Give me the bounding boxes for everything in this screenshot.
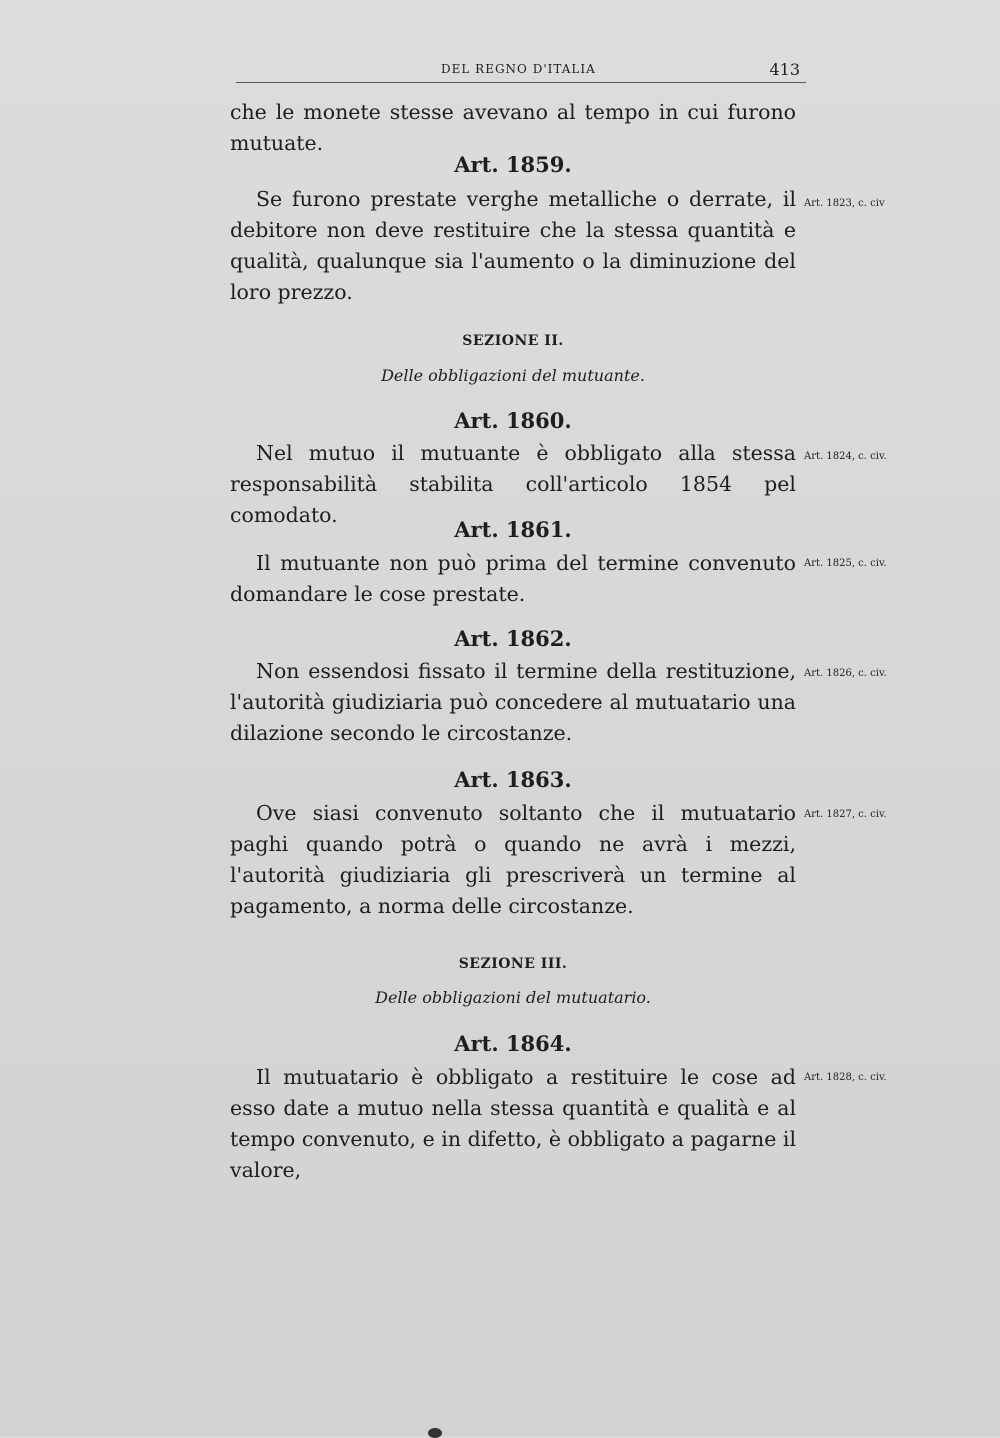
article-heading-1862: Art. 1862.: [454, 626, 572, 651]
paragraph-text: Nel mutuo il mutuante è obbligato alla stessa responsabilità stabilita coll'articolo 1854 pel comodato.: [230, 441, 796, 527]
margin-note-1862: Art. 1826, c. civ.: [804, 668, 887, 679]
article-text-1862: [230, 656, 796, 749]
paragraph-text: che le monete stesse avevano al tempo in cui furono mutuate.: [230, 100, 796, 155]
section-subtitle-2: Delle obbligazioni del mutuante.: [381, 366, 645, 385]
article-text-1859: [230, 184, 796, 308]
margin-note-1859: Art. 1823, c. civ: [804, 198, 885, 209]
article-text-1864: [230, 1062, 796, 1186]
running-title: DEL REGNO D'ITALIA: [441, 62, 596, 76]
article-heading-1860: Art. 1860.: [454, 408, 572, 433]
ink-blot: [428, 1428, 442, 1438]
margin-note-1861: Art. 1825, c. civ.: [804, 558, 887, 569]
section-heading-3: SEZIONE III.: [458, 956, 568, 972]
article-text-1863: [230, 798, 796, 922]
paragraph-text: Se furono prestate verghe metalliche o derrate, il debitore non deve restituire che la stessa quantità e qualità, qualunque sia l'aumento o la diminuzione del loro prezzo.: [230, 187, 796, 304]
article-heading-1864: Art. 1864.: [454, 1031, 572, 1056]
article-heading-1861: Art. 1861.: [454, 517, 572, 542]
continued-paragraph: [230, 97, 796, 159]
article-text-1861: [230, 548, 796, 610]
page-header: [236, 60, 806, 86]
paragraph-text: Ove siasi convenuto soltanto che il mutuatario paghi quando potrà o quando ne avrà i mezzi, l'autorità giudiziaria gli prescriverà un termine al pagamento, a norma delle circostanze.: [230, 801, 796, 918]
page-number: 413: [769, 60, 800, 79]
section-subtitle-3: Delle obbligazioni del mutuatario.: [375, 988, 651, 1007]
paragraph-text: Il mutuante non può prima del termine convenuto domandare le cose prestate.: [230, 551, 796, 606]
article-heading-1859: Art. 1859.: [454, 152, 572, 177]
header-rule: [236, 82, 806, 83]
article-heading-1863: Art. 1863.: [454, 767, 572, 792]
margin-note-1860: Art. 1824, c. civ.: [804, 451, 887, 462]
section-heading-2: SEZIONE II.: [462, 333, 564, 349]
paragraph-text: Il mutuatario è obbligato a restituire le cose ad esso date a mutuo nella stessa quantità e qualità e al tempo convenuto, e in difetto, è obbligato a pagarne il valore,: [230, 1065, 796, 1182]
paragraph-text: Non essendosi fissato il termine della restituzione, l'autorità giudiziaria può concedere al mutuatario una dilazione secondo le circostanze.: [230, 659, 796, 745]
margin-note-1863: Art. 1827, c. civ.: [804, 809, 887, 820]
margin-note-1864: Art. 1828, c. civ.: [804, 1072, 887, 1083]
